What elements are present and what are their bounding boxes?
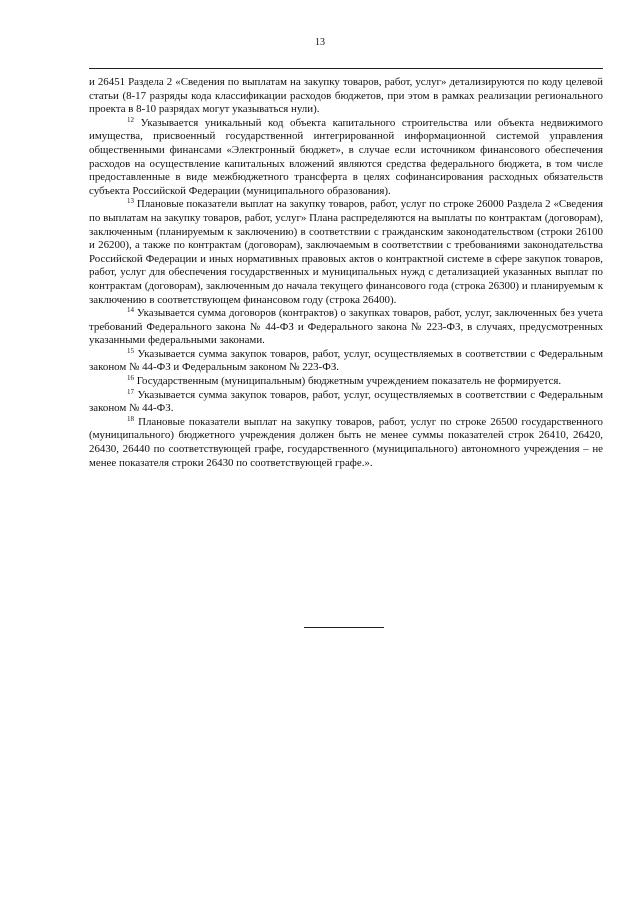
footnotes-body: [89, 76, 603, 470]
footnote-marker: 17: [127, 387, 134, 396]
paragraph-text: и 26451 Раздела 2 «Сведения по выплатам на закупку товаров, работ, услуг» детализируются по коду целевой статьи (8-17 разряды кода классификации расходов бюджетов, при этом в рамках реализации регионального проекта в 8-10 разрядах могут указываться нули).: [89, 76, 603, 116]
footnote-16: [89, 375, 603, 389]
footnote-text: Плановые показатели выплат на закупку товаров, работ, услуг по строке 26500 государственного (муниципального) бюджетного учреждения должен быть не менее суммы показателей строк 26410, 26420, 26430, 26440 по соответствующей графе, государственного (муниципального) автономного учреждения – не менее показателя строки 26430 по соответствующей графе.».: [89, 415, 603, 469]
footnote-text: Плановые показатели выплат на закупку товаров, работ, услуг по строке 26000 Раздела 2 «Сведения по выплатам на закупку товаров, работ, услуг» Плана распределяются на выплаты по контрактам (договорам), заключенным (планируемым к заключению) в соответствии с гражданским законодательством (строки 26100 и 26200), а также по контрактам (договорам), заключаемым в соответствии с требованиями законодательства Российской Федерации и иных нормативных правовых актов о контрактной системе в сфере закупок товаров, работ, услуг для обеспечения государственных и муниципальных нужд с детализацией указанных выплат по контрактам (договорам), заключенным до начала текущего финансового года (строка 26300) и планируемым к заключению в соответствующем финансовом году (строка 26400).: [89, 198, 603, 306]
footnote-14: [89, 307, 603, 348]
footnote-marker: 16: [127, 374, 134, 383]
footnote-18: [89, 416, 603, 470]
end-divider: [304, 627, 384, 628]
top-divider: [89, 68, 603, 69]
page-number: 13: [315, 37, 325, 48]
footnote-17: [89, 389, 603, 416]
footnote-marker: 14: [127, 306, 134, 315]
footnote-text: Указывается сумма закупок товаров, работ, услуг, осуществляемых в соответствии с Федеральным законом № 44-ФЗ.: [89, 388, 603, 415]
continued-paragraph: [89, 76, 603, 117]
footnote-13: [89, 198, 603, 307]
footnote-marker: 13: [127, 197, 134, 206]
footnote-15: [89, 348, 603, 375]
footnote-12: [89, 117, 603, 199]
footnote-text: Государственным (муниципальным) бюджетным учреждением показатель не формируется.: [134, 375, 562, 388]
footnote-marker: 18: [127, 414, 134, 423]
footnote-marker: 15: [127, 346, 134, 355]
footnote-marker: 12: [127, 115, 134, 124]
footnote-text: Указывается уникальный код объекта капитального строительства или объекта недвижимого имущества, присвоенный государственной интегрированной информационной системой управления общественными финансами «Электронный бюджет», в случае если источником финансового обеспечения расходов на осуществление капитальных вложений являются средства федерального бюджета, в том числе предоставленные в виде межбюджетного трансферта в целях софинансирования расходных обязательств субъекта Российской Федерации (муниципального образования).: [89, 116, 603, 197]
footnote-text: Указывается сумма договоров (контрактов) о закупках товаров, работ, услуг, заключенных без учета требований Федерального закона № 44-ФЗ и Федерального закона № 223-ФЗ, в случаях, предусмотренных указанными федеральными законами.: [89, 307, 603, 347]
footnote-text: Указывается сумма закупок товаров, работ, услуг, осуществляемых в соответствии с Федеральным законом № 44-ФЗ и Федеральным законом № 223-ФЗ.: [89, 347, 603, 374]
